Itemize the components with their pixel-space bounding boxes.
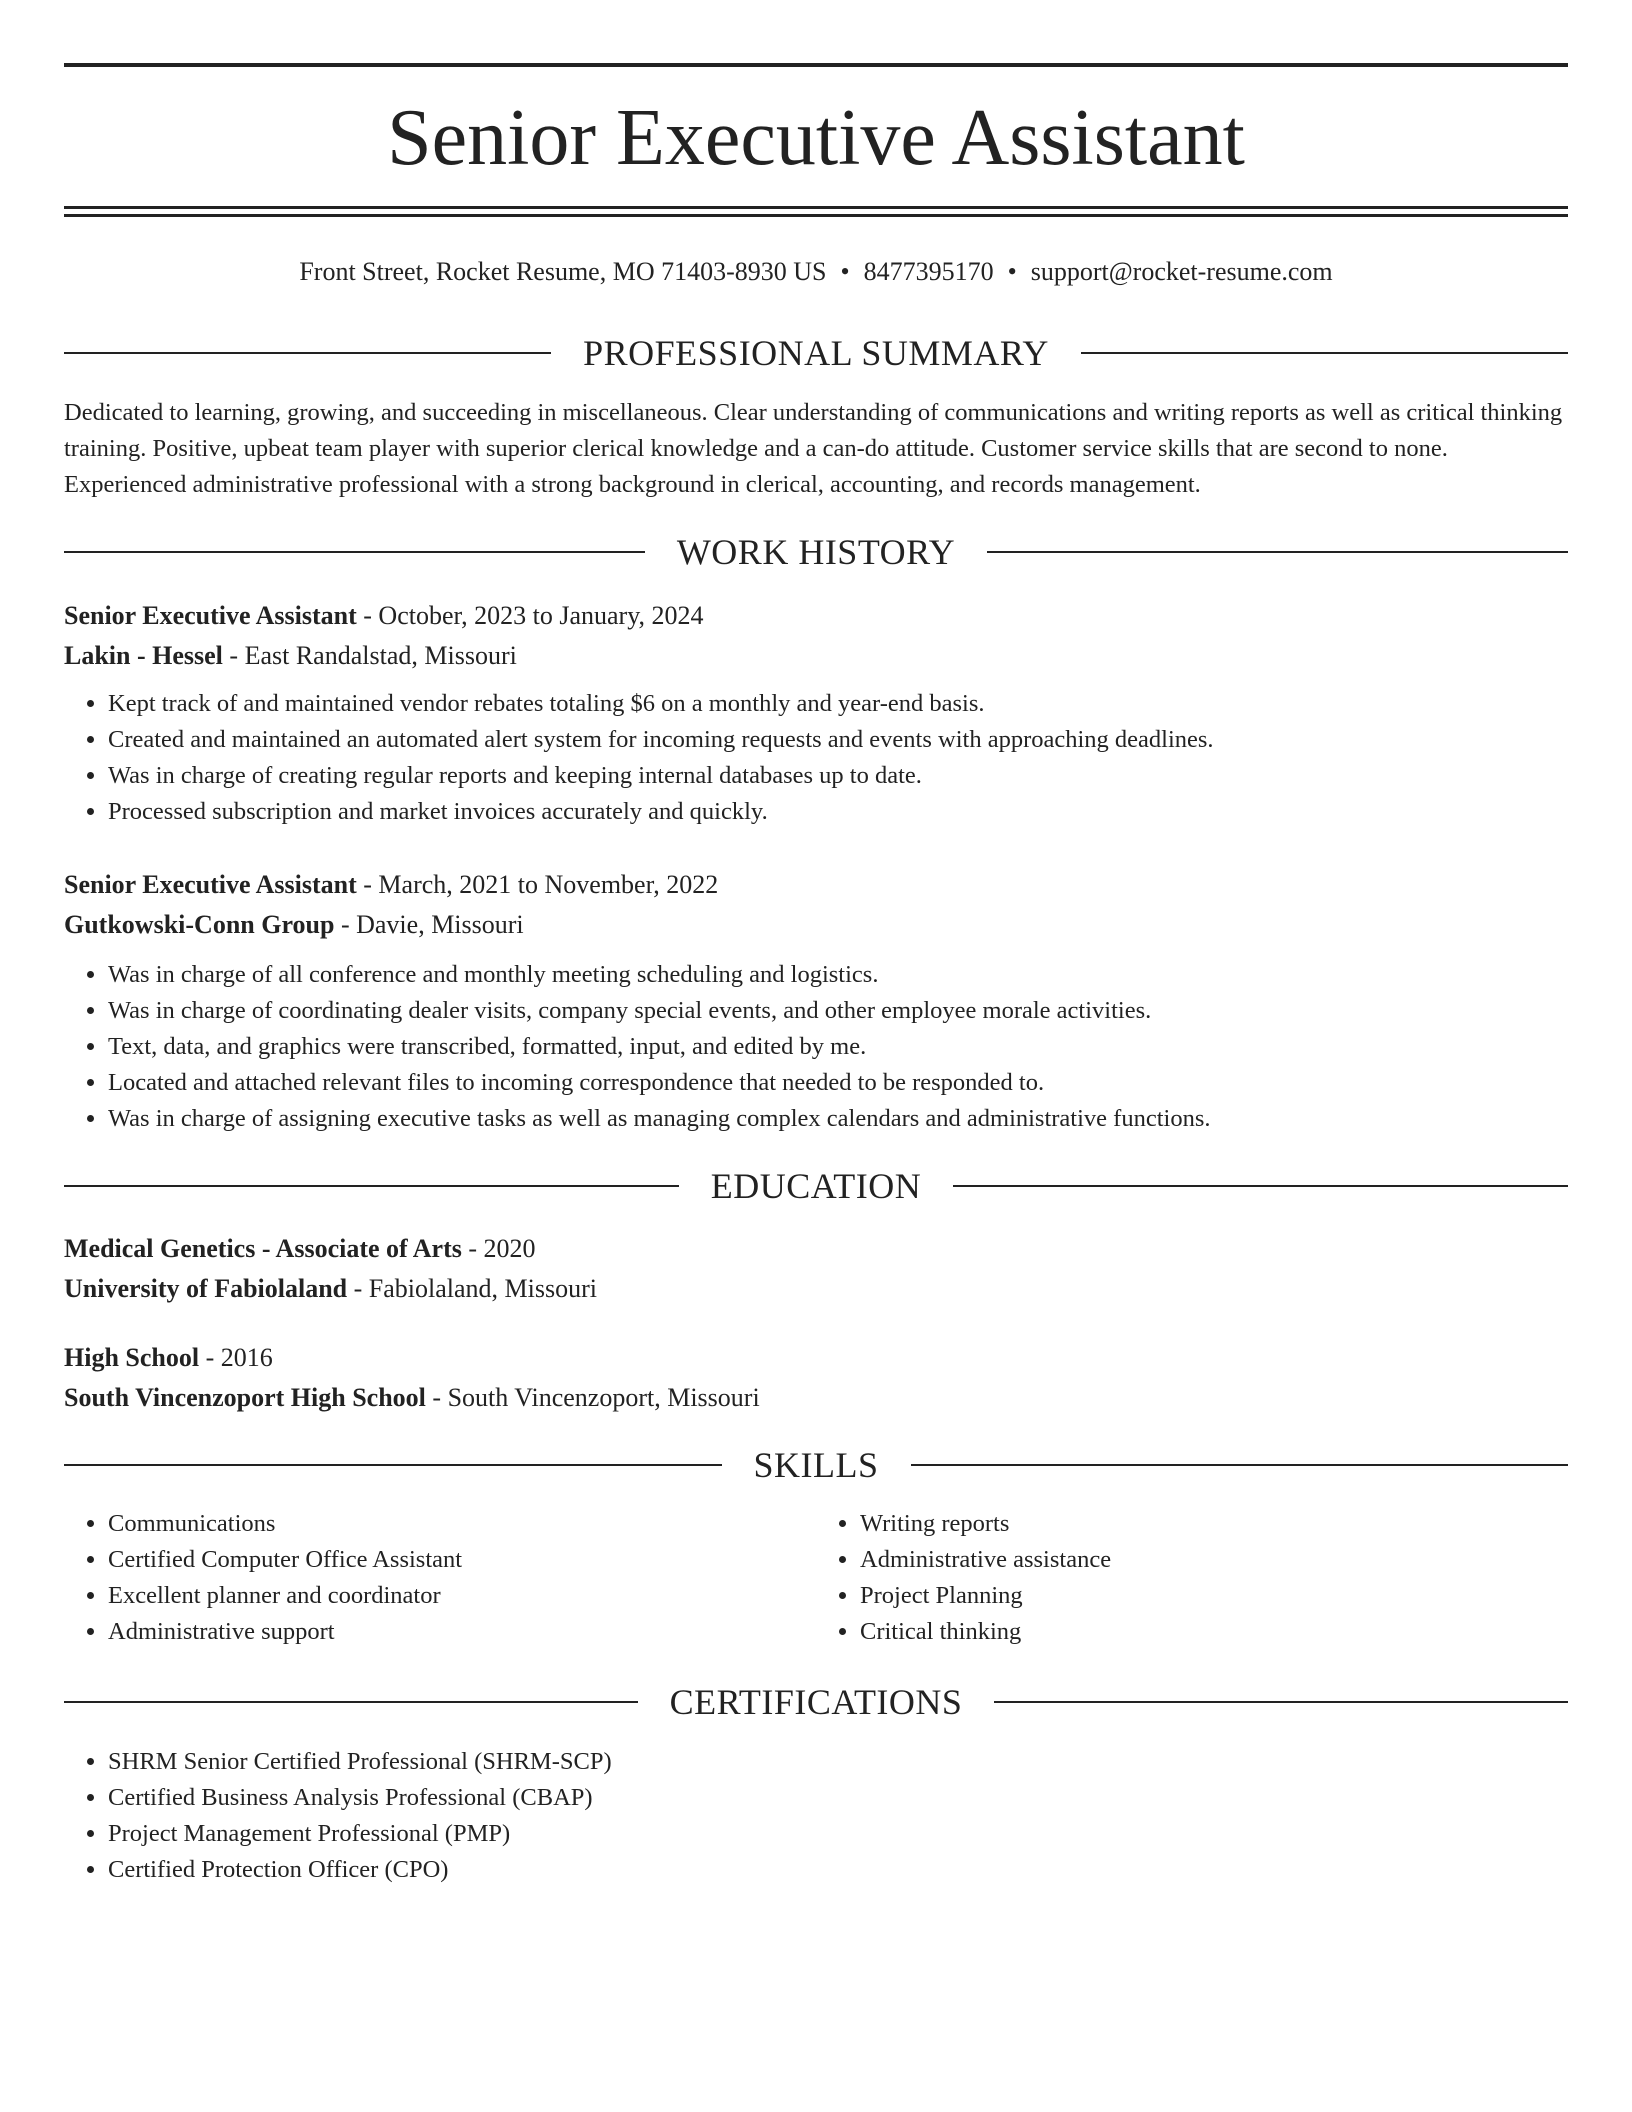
- contact-phone: 8477395170: [863, 257, 994, 286]
- job-bullets: [64, 686, 1568, 830]
- list-item: • Processed subscription and market invoices accurately and quickly.: [108, 794, 1568, 830]
- list-item: • Project Management Professional (PMP): [108, 1816, 1568, 1852]
- job-location: - Davie, Missouri: [334, 910, 524, 939]
- job-bullets: [64, 957, 1568, 1137]
- heading-rule-right: [953, 1185, 1568, 1187]
- contact-address: Front Street, Rocket Resume, MO 71403-8930 US: [299, 257, 827, 286]
- certifications-heading: [64, 1680, 1568, 1724]
- list-item: • Was in charge of creating regular reports and keeping internal databases up to date.: [108, 758, 1568, 794]
- certifications-list: [64, 1744, 1568, 1888]
- section-title: CERTIFICATIONS: [669, 1682, 963, 1722]
- skills-list: [64, 1506, 1568, 1650]
- summary-heading: [64, 331, 1568, 375]
- heading-rule-right: [1081, 352, 1568, 354]
- skills-heading: [64, 1443, 1568, 1487]
- school-line: [64, 1378, 1568, 1418]
- job-company-line: [64, 636, 1568, 676]
- school-line: [64, 1269, 1568, 1309]
- contact-separator: •: [840, 257, 850, 286]
- work-history-heading: [64, 530, 1568, 574]
- list-item: • Excellent planner and coordinator: [108, 1578, 816, 1614]
- list-item: • Administrative assistance: [860, 1542, 1568, 1578]
- heading-rule-right: [994, 1701, 1568, 1703]
- title-rule-lower: [64, 214, 1568, 217]
- job-company: Lakin - Hessel: [64, 641, 223, 670]
- summary-section: [64, 395, 1568, 503]
- list-item: • Critical thinking: [860, 1614, 1568, 1650]
- list-item: • Certified Protection Officer (CPO): [108, 1852, 1568, 1888]
- summary-text: Dedicated to learning, growing, and succeeding in miscellaneous. Clear understanding of communications and writing reports as well as critical thinking training. Positive, upbeat team player with superior clerical knowledge and a can-do attitude. Customer service skills that are second to none. Experienced administrative professional with a strong background in clerical, accounting, and records management.: [64, 399, 1563, 498]
- list-item: • SHRM Senior Certified Professional (SHRM-SCP): [108, 1744, 1568, 1780]
- list-item: • Project Planning: [860, 1578, 1568, 1614]
- degree: High School: [64, 1343, 200, 1372]
- job-entry-1: [64, 596, 1568, 830]
- graduation-year: - 2016: [199, 1343, 273, 1372]
- job-entry-2: [64, 865, 1568, 1137]
- heading-rule-left: [64, 551, 645, 553]
- resume-title: Senior Executive Assistant: [387, 94, 1245, 182]
- list-item: • Located and attached relevant files to incoming correspondence that needed to be responded to.: [108, 1065, 1568, 1101]
- list-item: • Was in charge of coordinating dealer visits, company special events, and other employee morale activities.: [108, 993, 1568, 1029]
- top-rule: [64, 63, 1568, 67]
- heading-rule-left: [64, 352, 551, 354]
- list-item: • Communications: [108, 1506, 816, 1542]
- job-title-line: [64, 596, 1568, 636]
- list-item: • Certified Computer Office Assistant: [108, 1542, 816, 1578]
- contact-separator: •: [1007, 257, 1017, 286]
- section-title: EDUCATION: [710, 1166, 922, 1206]
- graduation-year: - 2020: [461, 1234, 536, 1263]
- contact-email: support@rocket-resume.com: [1030, 257, 1333, 286]
- job-company-line: [64, 905, 1568, 945]
- contact-line: [64, 254, 1568, 290]
- list-item: • Writing reports: [860, 1506, 1568, 1542]
- degree-line: [64, 1229, 1568, 1269]
- skills-column-right: [816, 1506, 1568, 1650]
- heading-rule-left: [64, 1185, 679, 1187]
- education-heading: [64, 1164, 1568, 1208]
- school-location: - Fabiolaland, Missouri: [347, 1274, 598, 1303]
- degree: Medical Genetics - Associate of Arts: [64, 1234, 462, 1263]
- certifications-items: [64, 1744, 1568, 1888]
- list-item: • Created and maintained an automated alert system for incoming requests and events with approaching deadlines.: [108, 722, 1568, 758]
- degree-line: [64, 1338, 1568, 1378]
- skills-column-left: [64, 1506, 816, 1650]
- section-title: WORK HISTORY: [676, 532, 956, 572]
- education-entry-2: [64, 1338, 1568, 1418]
- job-dates: - March, 2021 to November, 2022: [356, 870, 719, 899]
- job-title-line: [64, 865, 1568, 905]
- job-title: Senior Executive Assistant: [64, 870, 357, 899]
- heading-rule-left: [64, 1464, 722, 1466]
- section-title: PROFESSIONAL SUMMARY: [583, 333, 1049, 373]
- list-item: • Administrative support: [108, 1614, 816, 1650]
- heading-rule-left: [64, 1701, 638, 1703]
- list-item: • Certified Business Analysis Professional (CBAP): [108, 1780, 1568, 1816]
- job-location: - East Randalstad, Missouri: [222, 641, 517, 670]
- job-title: Senior Executive Assistant: [64, 601, 357, 630]
- list-item: • Was in charge of all conference and monthly meeting scheduling and logistics.: [108, 957, 1568, 993]
- section-title: SKILLS: [753, 1445, 879, 1485]
- job-dates: - October, 2023 to January, 2024: [356, 601, 704, 630]
- list-item: • Kept track of and maintained vendor rebates totaling $6 on a monthly and year-end basis.: [108, 686, 1568, 722]
- list-item: • Was in charge of assigning executive tasks as well as managing complex calendars and administrative functions.: [108, 1101, 1568, 1137]
- list-item: • Text, data, and graphics were transcribed, formatted, input, and edited by me.: [108, 1029, 1568, 1065]
- education-entry-1: [64, 1229, 1568, 1309]
- heading-rule-right: [987, 551, 1568, 553]
- heading-rule-right: [911, 1464, 1569, 1466]
- title-rule-upper: [64, 206, 1568, 209]
- job-company: Gutkowski-Conn Group: [64, 910, 335, 939]
- school-location: - South Vincenzoport, Missouri: [425, 1383, 760, 1412]
- school: University of Fabiolaland: [64, 1274, 348, 1303]
- school: South Vincenzoport High School: [64, 1383, 426, 1412]
